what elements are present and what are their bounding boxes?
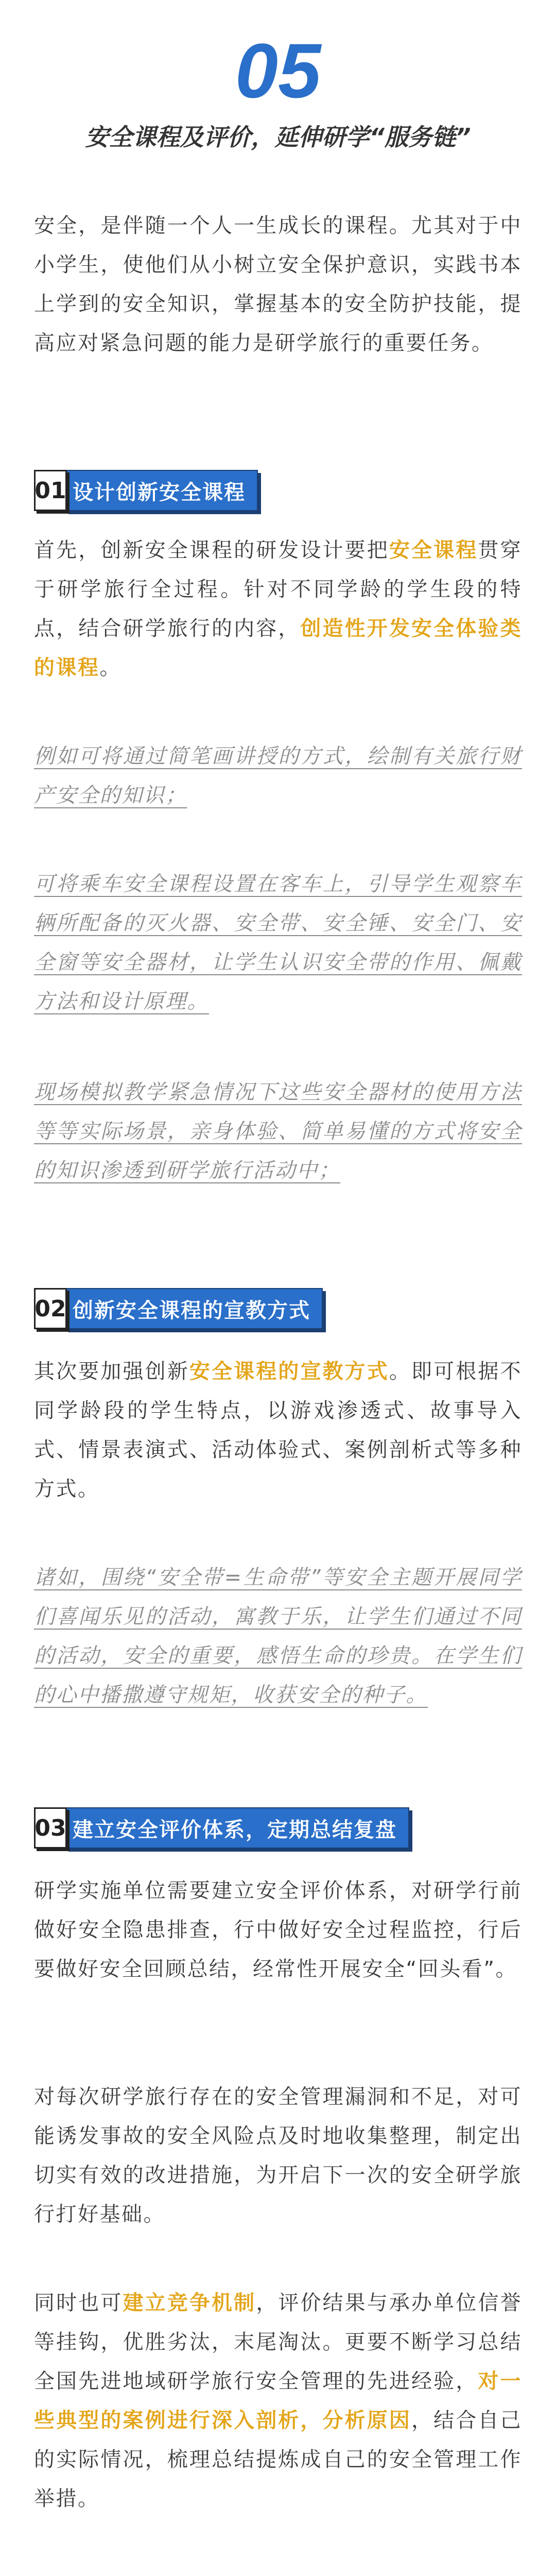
highlight-text: 对一些典型的案例进行深入剖析，分析原因	[34, 2369, 523, 2432]
heading-number: 03	[34, 1807, 67, 1849]
part1-quote-1: 例如可将通过简笔画讲授的方式，绘制有关旅行财产安全的知识；	[34, 744, 522, 807]
heading-number: 02	[34, 1288, 67, 1329]
highlight-text: 安全课程	[389, 538, 478, 562]
heading-part-1	[34, 470, 258, 511]
heading-number: 01	[34, 470, 67, 511]
text-run: 贯穿于研学旅行全过程。针对不同学龄的学生段的特点，结合研学旅行的内容，	[34, 538, 523, 640]
text-run: 。	[99, 656, 121, 680]
text-run: 同时也可	[34, 2291, 123, 2315]
part2-quote-1: 诸如，围绕“安全带=生命带”等安全主题开展同学们喜闻乐见的活动，寓教于乐，让学生们通过不同的活动，安全的重要，感悟生命的珍贵。在学生们的心中播撒遵守规矩，收获安全的种子。	[34, 1566, 522, 1707]
section-number: 05	[235, 27, 321, 114]
text-run: 。即可根据不同学龄段的学生特点，以游戏渗透式、故事导入式、情景表演式、活动体验式、案例剖析式等多种方式。	[34, 1360, 523, 1501]
part1-quote-3: 现场模拟教学紧急情况下这些安全器材的使用方法等等实际场景，亲身体验、简单易懂的方式将安全的知识渗透到研学旅行活动中；	[34, 1080, 522, 1182]
highlight-text: 建立竞争机制	[123, 2291, 256, 2315]
part2-paragraph	[34, 1352, 522, 1509]
heading-title: 设计创新安全课程	[65, 470, 258, 511]
text-run: ，评价结果与承办单位信誉等挂钩，优胜劣汰，末尾淘汰。更要不断学习总结全国先进地域研学旅行安全管理的先进经验，	[34, 2291, 523, 2393]
highlight-text: 安全课程的宣教方式	[189, 1360, 389, 1383]
part1-paragraph	[34, 531, 522, 687]
heading-title: 创新安全课程的宣教方式	[65, 1288, 323, 1329]
text-run: ，结合自己的实际情况，梳理总结提炼成自己的安全管理工作举措。	[34, 2409, 523, 2511]
heading-part-2	[34, 1288, 323, 1329]
text-run: 首先，创新安全课程的研发设计要把	[34, 538, 389, 562]
part1-quote-2: 可将乘车安全课程设置在客车上，引导学生观察车辆所配备的灭火器、安全带、安全锤、安全门、安全窗等安全器材，让学生认识安全带的作用、佩戴方法和设计原理。	[34, 872, 522, 1013]
highlight-text: 创造性开发安全体验类的课程	[34, 617, 523, 680]
text-run: 其次要加强创新	[34, 1360, 189, 1383]
heading-title: 建立安全评价体系，定期总结复盘	[65, 1807, 409, 1849]
section-title: 安全课程及评价，延伸研学“服务链”	[85, 123, 471, 151]
heading-part-3	[34, 1807, 409, 1849]
intro-paragraph: 安全，是伴随一个人一生成长的课程。尤其对于中小学生，使他们从小树立安全保护意识，实践书本上学到的安全知识，掌握基本的安全防护技能，提高应对紧急问题的能力是研学旅行的重要任务。	[34, 214, 522, 355]
part3-paragraph-1: 研学实施单位需要建立安全评价体系，对研学行前做好安全隐患排查，行中做好安全过程监控，行后要做好安全回顾总结，经常性开展安全“回头看”。	[34, 1879, 522, 1981]
part3-paragraph-3	[34, 2283, 522, 2518]
part3-paragraph-2: 对每次研学旅行存在的安全管理漏洞和不足，对可能诱发事故的安全风险点及时地收集整理，制定出切实有效的改进措施，为开启下一次的安全研学旅行打好基础。	[34, 2085, 522, 2226]
